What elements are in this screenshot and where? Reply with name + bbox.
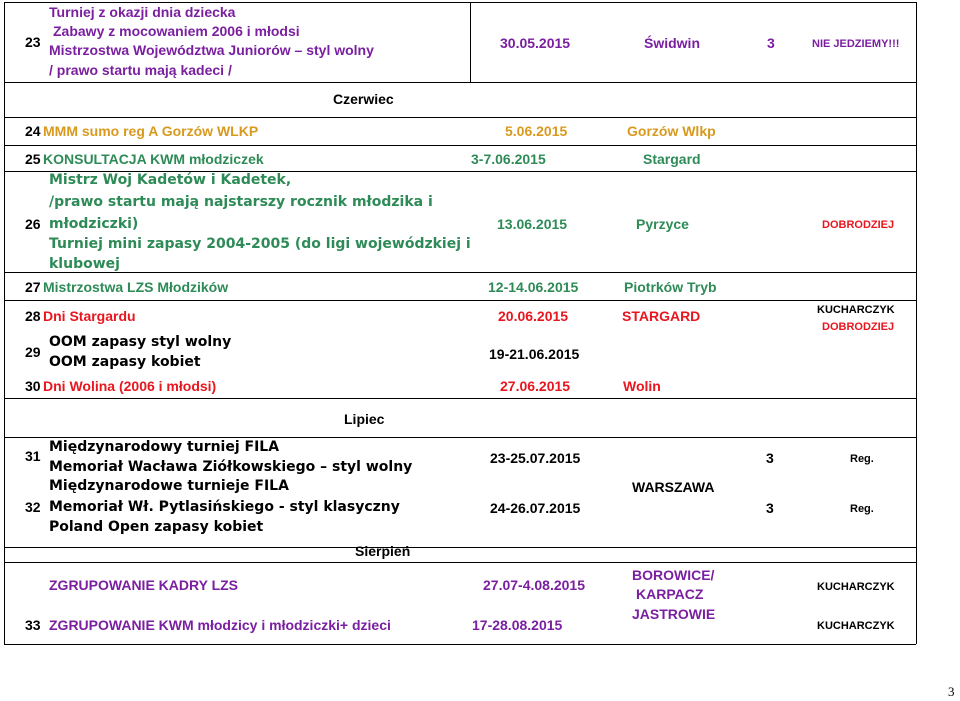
event-place: STARGARD	[622, 308, 701, 324]
event-place: Stargard	[643, 151, 701, 167]
row-number: 31	[25, 448, 41, 464]
event-date: 23-25.07.2015	[490, 450, 581, 466]
event-place: Piotrków Tryb	[624, 279, 717, 295]
row-number: 25	[25, 151, 41, 167]
month-heading: Sierpień	[355, 543, 411, 559]
month-heading: Lipiec	[344, 411, 385, 427]
event-note: KUCHARCZYK	[817, 304, 895, 316]
event-line: Memoriał Wł. Pytlasińskiego - styl klasyczny	[49, 499, 400, 515]
event-date: 27.07-4.08.2015	[483, 577, 585, 593]
event-line: młodziczki)	[49, 216, 139, 232]
event-line: Zabawy z mocowaniem 2006 i młodsi	[53, 23, 300, 39]
event-date: 19-21.06.2015	[489, 346, 580, 362]
event-place: Pyrzyce	[636, 216, 689, 232]
event-date: 30.05.2015	[500, 35, 571, 51]
row-number: 32	[25, 499, 41, 515]
event-date: 3-7.06.2015	[471, 151, 546, 167]
event-place: Świdwin	[644, 35, 700, 51]
event-note: DOBRODZIEJ	[822, 219, 895, 231]
event-note: KUCHARCZYK	[817, 581, 895, 593]
row-number: 23	[25, 34, 41, 50]
event-name: ZGRUPOWANIE KWM młodzicy i młodziczki+ dzieci	[49, 617, 391, 633]
month-heading: Czerwiec	[333, 91, 394, 107]
row-number: 30	[25, 378, 41, 394]
event-name: MMM sumo reg A Gorzów WLKP	[43, 123, 259, 139]
event-place: KARPACZ	[636, 586, 704, 602]
event-line: Międzynarodowy turniej FILA	[49, 439, 280, 455]
event-date: 27.06.2015	[500, 378, 571, 394]
row-number: 26	[25, 216, 41, 232]
event-name: KONSULTACJA KWM młodziczek	[43, 151, 264, 167]
event-line: Mistrz Woj Kadetów i Kadetek,	[49, 172, 292, 188]
event-line: Memoriał Wacława Ziółkowskiego – styl wolny	[49, 459, 413, 475]
page-number: 3	[948, 684, 955, 699]
event-line: OOM zapasy kobiet	[49, 354, 201, 370]
event-place: Gorzów Wlkp	[627, 123, 716, 139]
event-name: ZGRUPOWANIE KADRY LZS	[49, 577, 239, 593]
row-number: 29	[25, 344, 41, 360]
event-date: 13.06.2015	[497, 216, 568, 232]
event-line: /prawo startu mają najstarszy rocznik młodzika i	[49, 194, 433, 210]
event-line: Mistrzostwa Województwa Juniorów – styl wolny	[49, 42, 374, 58]
event-line: OOM zapasy styl wolny	[49, 334, 232, 350]
event-line: klubowej	[49, 256, 120, 272]
event-line: Poland Open zapasy kobiet	[49, 519, 264, 535]
event-place: Wolin	[623, 378, 661, 394]
participant-count: 3	[767, 35, 775, 51]
participant-count: 3	[766, 500, 774, 516]
event-name: Dni Wolina (2006 i młodsi)	[43, 378, 217, 394]
event-note: KUCHARCZYK	[817, 620, 895, 632]
event-note: Reg.	[850, 453, 874, 465]
event-name: Mistrzostwa LZS Młodzików	[43, 279, 229, 295]
row-number: 27	[25, 279, 41, 295]
row-number: 24	[25, 123, 41, 139]
event-date: 12-14.06.2015	[488, 279, 579, 295]
event-date: 17-28.08.2015	[472, 617, 563, 633]
event-name: Dni Stargardu	[43, 308, 136, 324]
row-number: 28	[25, 308, 41, 324]
event-note: NIE JEDZIEMY!!!	[812, 38, 900, 50]
event-date: 5.06.2015	[505, 123, 568, 139]
event-place: BOROWICE/	[632, 567, 715, 583]
event-line: Turniej mini zapasy 2004-2005 (do ligi wojewódzkiej i	[49, 236, 471, 252]
event-date: 24-26.07.2015	[490, 500, 581, 516]
event-note: DOBRODZIEJ	[822, 321, 895, 333]
event-place: WARSZAWA	[632, 479, 715, 495]
event-note: Reg.	[850, 503, 874, 515]
participant-count: 3	[766, 450, 774, 466]
event-place: JASTROWIE	[632, 606, 716, 622]
event-line: / prawo startu mają kadeci /	[49, 62, 232, 78]
row-number: 33	[25, 617, 41, 633]
event-line: Turniej z okazji dnia dziecka	[49, 4, 236, 20]
event-date: 20.06.2015	[498, 308, 569, 324]
event-line: Międzynarodowe turnieje FILA	[49, 478, 289, 494]
